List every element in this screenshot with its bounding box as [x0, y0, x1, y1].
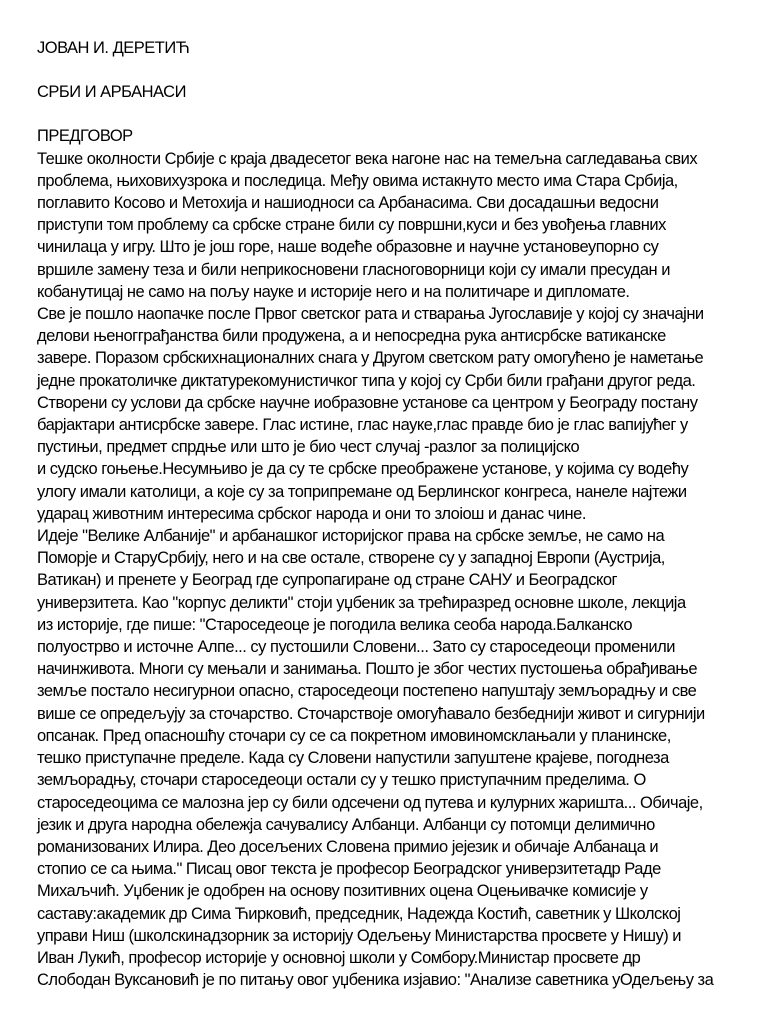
text-line: чинилаца у игру. Што је још горе, наше водеће образовне и научне установеупорно су: [37, 238, 659, 257]
text-line: опсанак. Пред опасношћу сточари су се са покретном имовиномсклањали у планинске,: [37, 726, 671, 745]
text-line: ударац животним интересима србског народа и они то злоіош и данас чине.: [37, 504, 586, 523]
text-line: делови њеногграђанства били продужена, а и непосредна рука антисрбске ватиканске: [37, 327, 666, 346]
document-title: СРБИ И АРБАНАСИ: [37, 83, 186, 102]
text-line: Михаљчић. Уџбеник је одобрен на основу позитивних оцена Оцењивачке комисије у: [37, 882, 648, 901]
document-page: [37, 37, 737, 991]
text-line: завере. Поразом србскихнационалних снага у Другом светском рату омогућено је наметање: [37, 349, 704, 368]
section-heading: ПРЕДГОВОР: [37, 127, 133, 146]
text-line: барјактари антисрбске завере. Глас истине, глас науке,глас правде био је глас вапијућег у: [37, 416, 688, 435]
text-line: улогу имали католици, а које су за топрипремане од Берлинског конгреса, нанеле најтежи: [37, 482, 687, 501]
text-line: Слободан Вуксановић је по питању овог уџбеника изјавио: "Анализе саветника уОдељењу за: [37, 971, 714, 990]
text-line: земљорадњу, сточари староседеоци остали су у тешко приступачним пределима. О: [37, 771, 646, 790]
text-line: Све је пошло наопачке после Првог светског рата и стварања Југославије у којој су значајни: [37, 305, 704, 324]
text-line: пустињи, предмет спрдње или што је био чест случај -разлог за полицијско: [37, 438, 580, 457]
text-line: проблема, њиховихузрока и последица. Међу овима истакнуто место има Стара Србија,: [37, 171, 678, 190]
text-line: више се опредељују за сточарство. Сточарствоје омогућавало безбеднији живот и сигурнији: [37, 704, 705, 723]
text-line: кобанутицај не само на пољу науке и историје него и на политичаре и дипломате.: [37, 282, 630, 301]
text-line: из историје, где пише: "Староседеоце је погодила велика сеоба народа.Балканско: [37, 615, 633, 634]
text-line: приступи том проблему са србске стране били су површни,куси и без увођења главних: [37, 216, 666, 235]
text-line: универзитета. Као "корпус деликти" стоји уџбеник за трећиразред основне школе, лекција: [37, 593, 686, 612]
text-line: језик и друга народна обележја сачувалису Албанци. Албанци су потомци делимично: [37, 815, 655, 834]
text-line: поглавито Косово и Метохија и нашиодноси са Арбанасима. Сви досадашњи ведосни: [37, 194, 659, 213]
text-line: Ватикан) и пренете у Београд где супропагиране од стране САНУ и Београдског: [37, 571, 618, 590]
text-line: Идеје "Велике Албаније" и арбанашког историјског права на србске земље, не само на: [37, 527, 665, 546]
text-line: полуострво и источне Алпе... су пустошили Словени... Зато су староседеоци променили: [37, 638, 675, 657]
text-line: Тешке околности Србије с краја двадесетог века нагоне нас на темељна сагледавања свих: [37, 149, 698, 168]
text-line: Поморје и СтаруСрбију, него и на све остале, створене су у западној Европи (Аустрија,: [37, 549, 665, 568]
text-line: вршиле замену теза и били неприкосновени гласноговорници који су имали пресудан и: [37, 260, 670, 279]
text-line: Створени су услови да србске научне иобразовне установе са центром у Београду постану: [37, 393, 698, 412]
text-line: управи Ниш (школскинадзорник за историју Одељењу Министарства просвете у Нишу) и: [37, 926, 682, 945]
text-line: начинживота. Многи су мењали и занимања. Пошто је због честих пустошења обрађивање: [37, 660, 697, 679]
text-line: једне прокатоличке диктатурекомунистичког типа у којој су Срби били грађани другог реда.: [37, 371, 696, 390]
text-line: стопио се са њима." Писац овог текста је професор Београдског универзитетадр Раде: [37, 860, 661, 879]
text-line: и судско гоњење.Несумњиво је да су те србске преображене установе, у којима су водећу: [37, 460, 689, 479]
author-name: ЈОВАН И. ДЕРЕТИЋ: [37, 39, 190, 57]
text-line: староседеоцима се малозна јер су били одсечени од путева и кулурних жаришта... Обичаје,: [37, 793, 703, 812]
text-line: земље постало несигурнои опасно, староседеоци постепено напуштају земљорадњу и све: [37, 682, 697, 701]
text-line: тешко приступачне пределе. Када су Словени напустили запуштене крајеве, погоднеза: [37, 749, 669, 768]
text-line: Иван Лукић, професор историје у основној школи у Сомбору.Министар просвете др: [37, 948, 641, 967]
text-line: романизованих Илира. Део досељених Словена примио јејезик и обичаје Албанаца и: [37, 837, 659, 856]
text-line: саставу:академик др Сима Ћирковић, председник, Надежда Костић, саветник у Школској: [37, 904, 681, 923]
